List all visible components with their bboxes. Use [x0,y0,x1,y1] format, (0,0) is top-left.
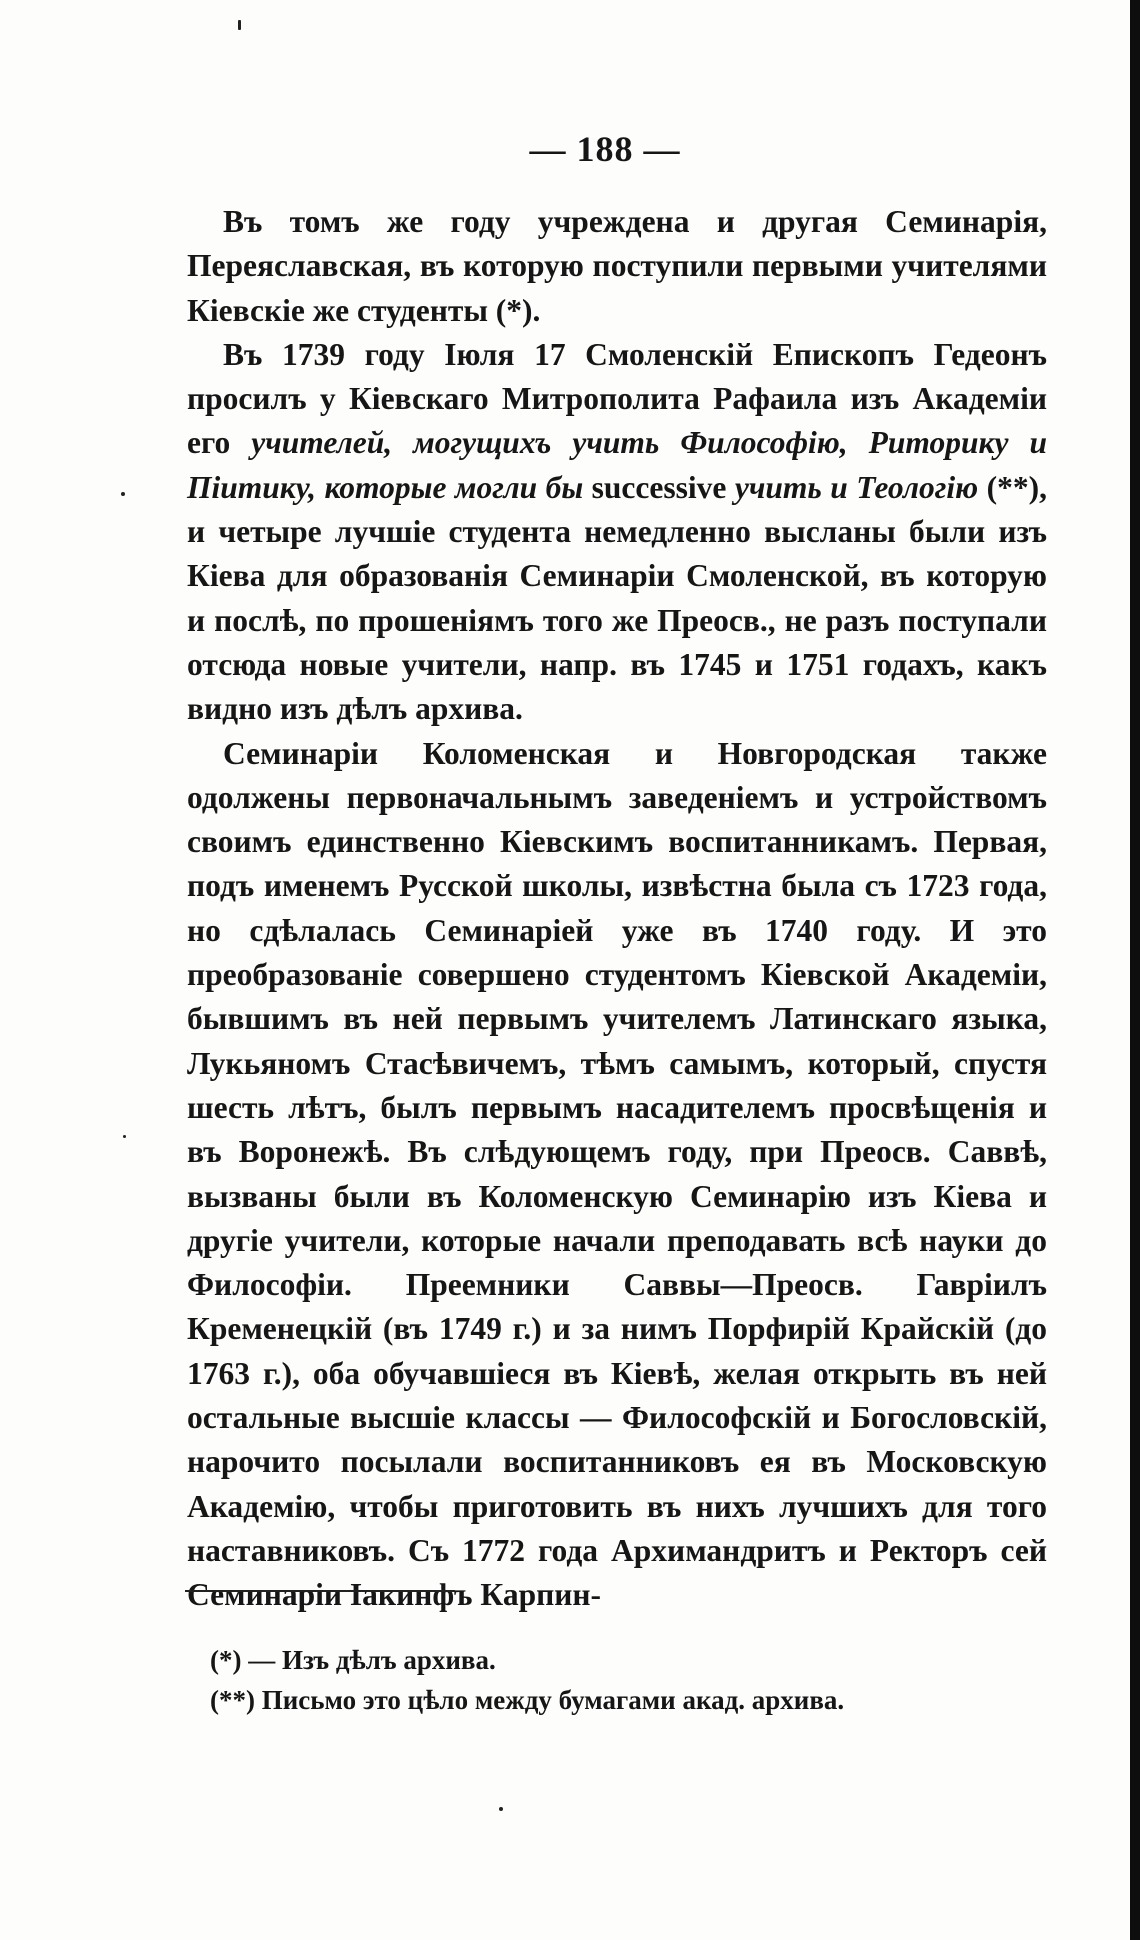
scan-speck [121,492,125,496]
body-text [187,200,1047,1618]
page-number: — 188 — [529,129,681,169]
paragraph-1: Въ томъ же году учреждена и другая Семинарія, Переяславская, въ которую поступили первыми учителями Кіевскіе же студенты (*). [187,204,1047,328]
paragraph-2-text-after: (**), и четыре лучшіе студента немедленно высланы были изъ Кіева для образованія Семинаріи Смоленской, въ которую и послѣ, по прошеніямъ того же Преосв., не разъ поступали отсюда новые учители, напр. въ 1745 и 1751 годахъ, какъ видно изъ дѣлъ архива. [187,469,1047,727]
paragraph-2-text-before: Въ 1739 году Іюля 17 Смоленскій Епископъ Гедеонъ просилъ у Кіевскаго Митрополита Рафаила изъ Академіи его [187,336,1047,461]
footnote-1: (*) — Изъ дѣлъ архива. [210,1645,496,1675]
footnote-separator [185,1590,455,1592]
paragraph-2-quote-italic: учителей, могущихъ учить Философію, Риторику и Піитику, которые могли бы [187,425,1047,505]
footnote-2: (**) Письмо это цѣло между бумагами акад. архива. [210,1685,845,1715]
page-edge-shadow [1130,0,1140,1940]
scan-speck [238,20,241,30]
paragraph-2-quote-latin-word: successive [583,469,735,505]
scan-speck [123,1135,126,1138]
scan-speck [499,1807,503,1811]
paragraph-2-quote-italic-end: учить и Теологію [734,469,979,505]
paragraph-2 [187,333,1047,732]
footnotes [210,1640,1010,1720]
paragraph-3: Семинаріи Коломенская и Новгородская также одолжены первоначальнымъ заведеніемъ и устройствомъ своимъ единственно Кіевскимъ воспитанникамъ. Первая, подъ именемъ Русской школы, извѣстна была съ 1723 года, но сдѣлалась Семинаріей уже въ 1740 году. И это преобразованіе совершено студентомъ Кіевской Академіи, бывшимъ въ ней первымъ учителемъ Латинскаго языка, Лукьяномъ Стасѣвичемъ, тѣмъ самымъ, который, спустя шесть лѣтъ, былъ первымъ насадителемъ просвѣщенія и въ Воронежѣ. Въ слѣдующемъ году, при Преосв. Саввѣ, вызваны были въ Коломенскую Семинарію изъ Кіева и другіе учители, которые начали преподавать всѣ науки до Философіи. Преемники Саввы—Преосв. Гавріилъ Кременецкій (въ 1749 г.) и за нимъ Порфирій Крайскій (до 1763 г.), оба обучавшіеся въ Кіевѣ, желая открыть въ ней остальные высшіе классы — Философскій и Богословскій, нарочито посылали воспитанниковъ ея въ Московскую Академію, чтобы приготовить въ нихъ лучшихъ для того наставниковъ. Съ 1772 года Архимандритъ и Ректоръ сей Семинаріи Іакинфъ Карпин- [187,735,1047,1613]
